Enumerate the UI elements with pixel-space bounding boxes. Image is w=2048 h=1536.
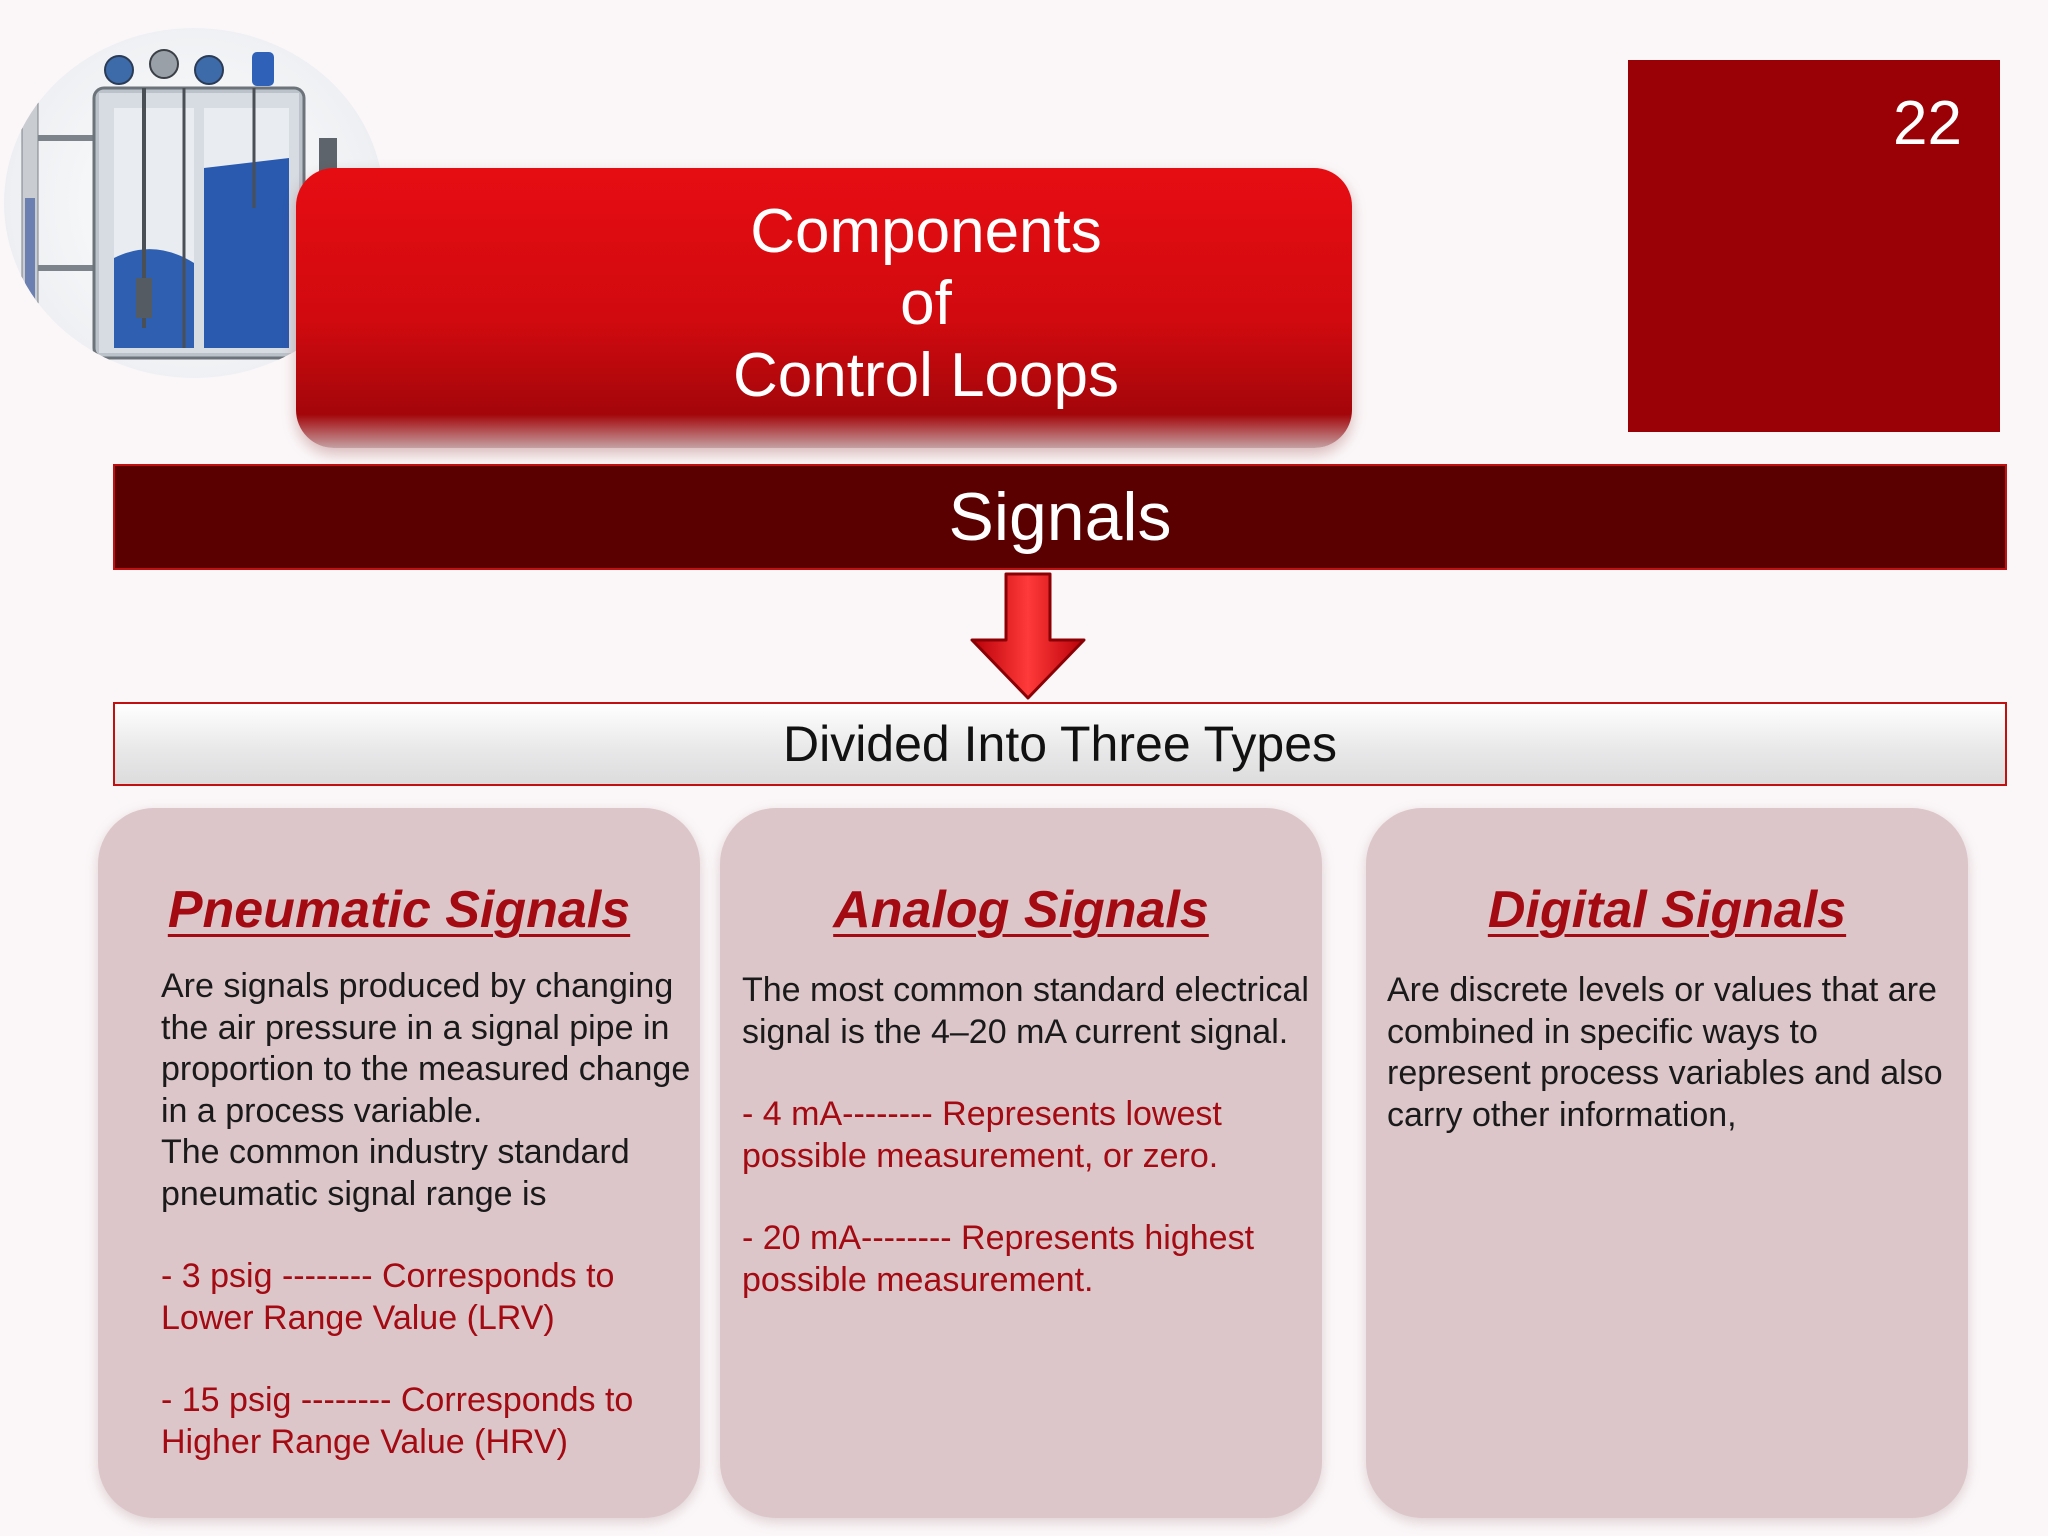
pneumatic-desc-line: the air pressure in a signal pipe in: [161, 1008, 670, 1047]
slide-number: 22: [1893, 89, 1962, 158]
analog-desc-line: The most common standard electrical: [742, 971, 1309, 1009]
pneumatic-hrv-line: - 15 psig -------- Corresponds to: [161, 1381, 634, 1419]
analog-4ma-line: possible measurement, or zero.: [742, 1136, 1219, 1175]
pneumatic-desc-line: pneumatic signal range is: [161, 1174, 547, 1213]
down-arrow-icon: [968, 572, 1088, 702]
title-line-3: Control Loops: [732, 341, 1120, 410]
analog-4ma-line: - 4 mA-------- Represents lowest: [742, 1095, 1222, 1133]
digital-signals-title: Digital Signals: [1487, 881, 1847, 939]
pneumatic-point-lrv: [161, 1256, 701, 1339]
pneumatic-desc-line: proportion to the measured change: [161, 1050, 691, 1088]
pneumatic-desc-line: The common industry standard: [161, 1133, 630, 1171]
pneumatic-desc-line: Are signals produced by changing: [161, 967, 674, 1005]
pneumatic-hrv-line: Higher Range Value (HRV): [161, 1422, 568, 1461]
pneumatic-description: [161, 966, 701, 1215]
analog-point-4ma: [742, 1094, 1322, 1177]
pneumatic-signals-title: Pneumatic Signals: [167, 881, 631, 939]
analog-point-20ma: [742, 1218, 1322, 1301]
pneumatic-point-hrv: [161, 1380, 701, 1463]
digital-desc-line: combined in specific ways to: [1387, 1012, 1818, 1051]
analog-signals-title: Analog Signals: [833, 881, 1209, 939]
divided-into-types-bar: Divided Into Three Types: [113, 702, 2007, 786]
signals-banner: Signals: [113, 464, 2007, 570]
pneumatic-desc-line: in a process variable.: [161, 1091, 483, 1130]
pneumatic-lrv-line: - 3 psig -------- Corresponds to: [161, 1257, 615, 1295]
analog-20ma-line: possible measurement.: [742, 1260, 1094, 1299]
slide-title: [296, 196, 1556, 426]
digital-desc-line: Are discrete levels or values that are: [1387, 971, 1937, 1009]
title-line-2: of: [900, 269, 952, 338]
pneumatic-lrv-line: Lower Range Value (LRV): [161, 1298, 555, 1337]
digital-desc-line: represent process variables and also: [1387, 1054, 1943, 1092]
analog-20ma-line: - 20 mA-------- Represents highest: [742, 1219, 1255, 1257]
analog-description: [742, 970, 1322, 1053]
digital-description: [1387, 970, 1987, 1136]
analog-desc-line: signal is the 4–20 mA current signal.: [742, 1012, 1289, 1051]
digital-desc-line: carry other information,: [1387, 1095, 1737, 1134]
title-line-1: Components: [750, 197, 1102, 266]
